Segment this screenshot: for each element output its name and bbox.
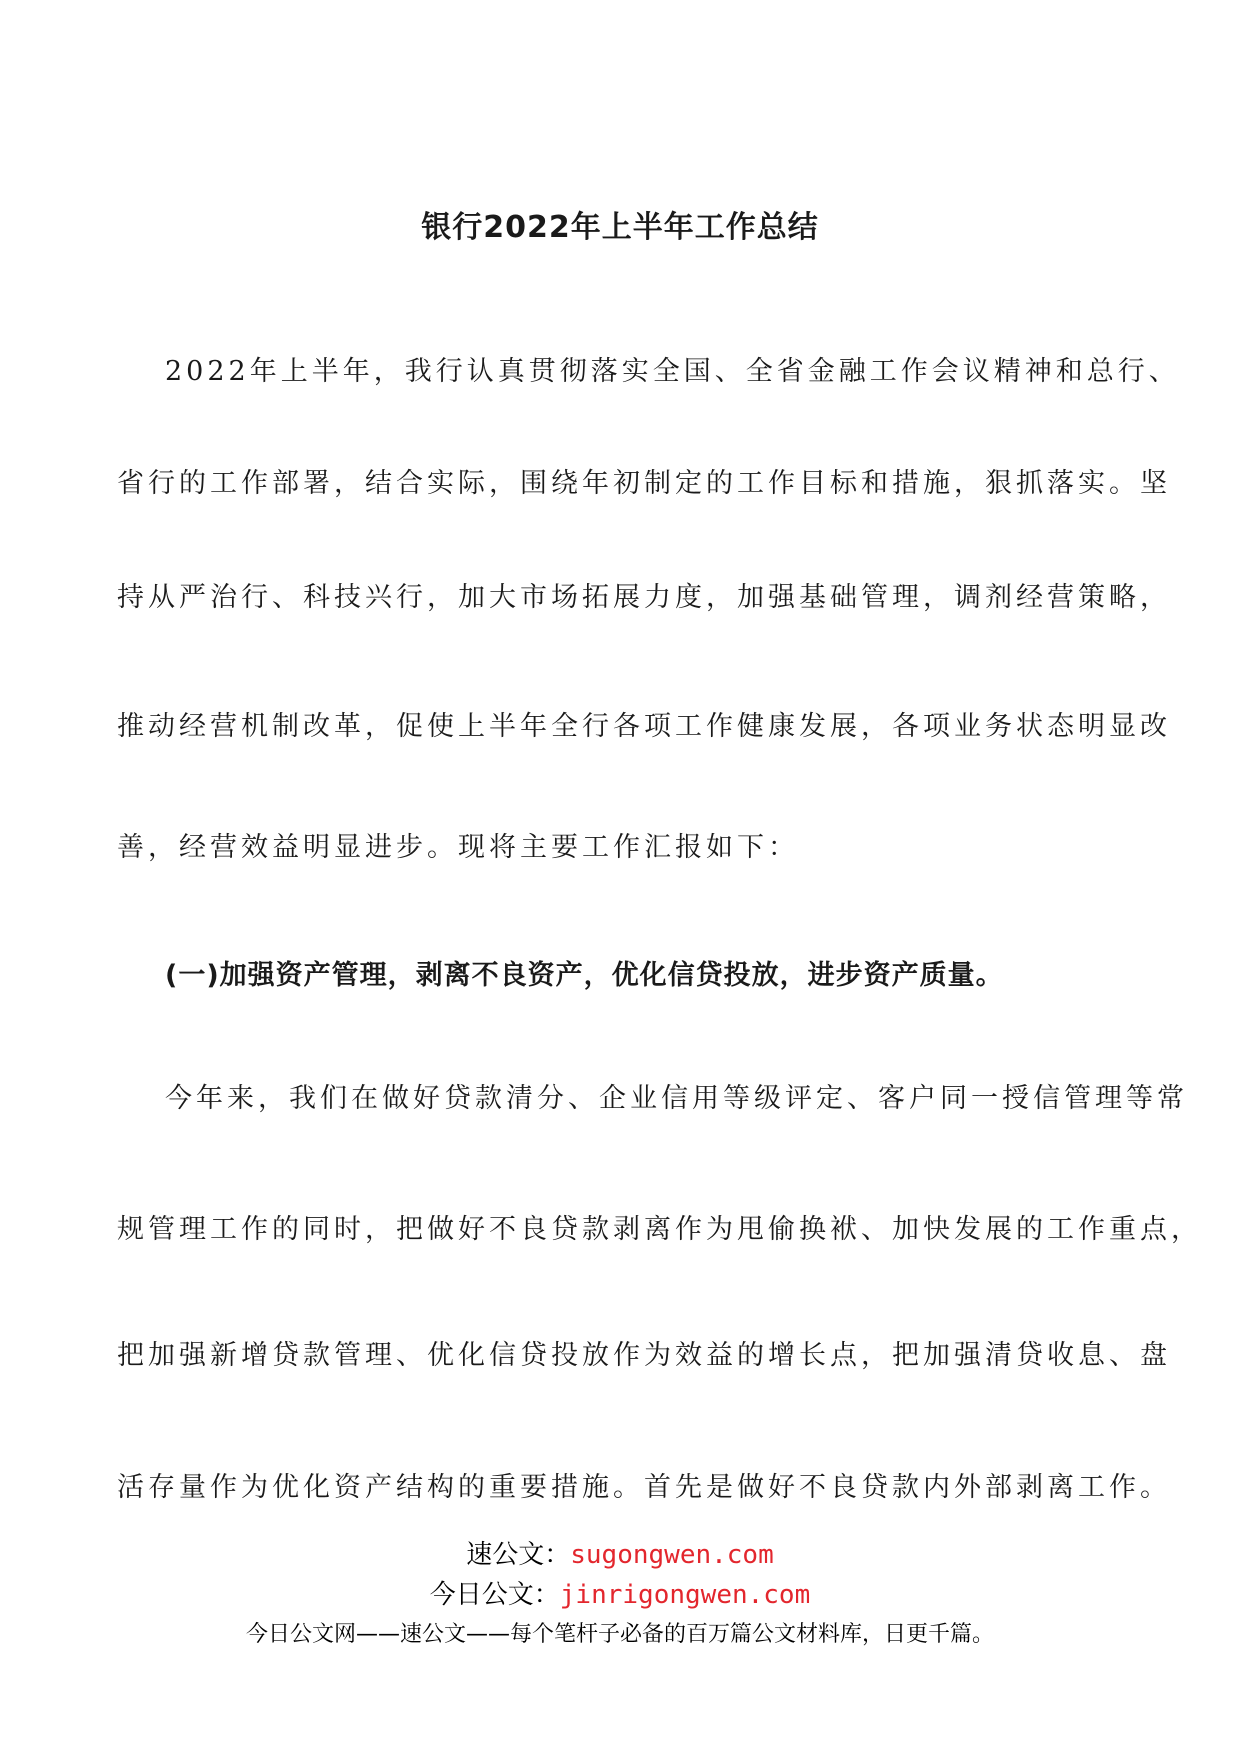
paragraph-line: 善，经营效益明显进步。现将主要工作汇报如下： [117, 832, 799, 863]
section-heading: (一)加强资产管理，剥离不良资产，优化信贷投放，进步资产质量。 [165, 960, 1004, 991]
paragraph-line: 省行的工作部署，结合实际，围绕年初制定的工作目标和措施，狠抓落实。坚 [117, 468, 1171, 499]
paragraph-line: 推动经营机制改革，促使上半年全行各项工作健康发展，各项业务状态明显改 [117, 711, 1171, 742]
paragraph-line: 2022年上半年，我行认真贯彻落实全国、全省金融工作会议精神和总行、 [165, 356, 1180, 387]
paragraph-line: 活存量作为优化资产结构的重要措施。首先是做好不良贷款内外部剥离工作。 [117, 1472, 1171, 1503]
footer-label: 今日公文： [429, 1580, 560, 1610]
paragraph-line: 把加强新增贷款管理、优化信贷投放作为效益的增长点，把加强清贷收息、盘 [117, 1340, 1171, 1371]
footer-label: 速公文： [466, 1540, 571, 1570]
paragraph-line: 持从严治行、科技兴行，加大市场拓展力度，加强基础管理，调剂经营策略， [117, 582, 1171, 613]
footer-line-jinrigongwen [0, 1578, 1240, 1612]
paragraph-line: 规管理工作的同时，把做好不良贷款剥离作为甩偷换袱、加快发展的工作重点， [117, 1214, 1202, 1245]
document-title: 银行2022年上半年工作总结 [421, 210, 819, 245]
footer-link-sugongwen[interactable]: sugongwen.com [570, 1540, 774, 1570]
paragraph-line: 今年来，我们在做好贷款清分、企业信用等级评定、客户同一授信管理等常 [165, 1083, 1188, 1114]
footer-link-jinrigongwen[interactable]: jinrigongwen.com [559, 1580, 811, 1610]
footer-tagline: 今日公文网——速公文——每个笔杆子必备的百万篇公文材料库，日更千篇。 [245, 1622, 994, 1647]
footer-line-sugongwen [0, 1538, 1240, 1572]
